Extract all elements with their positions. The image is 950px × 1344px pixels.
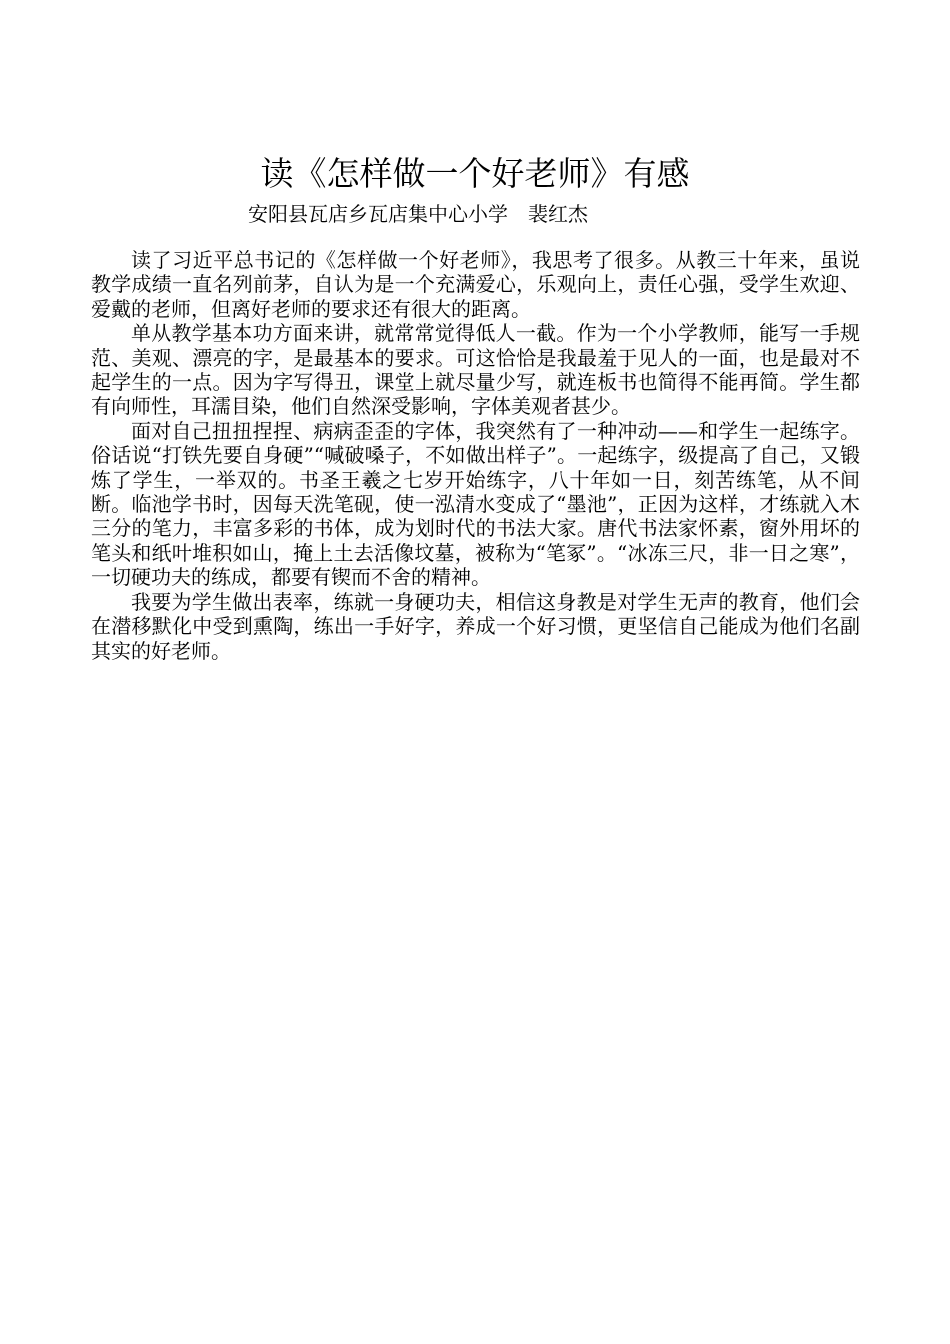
- byline: [248, 200, 588, 228]
- paragraph-2: 单从教学基本功方面来讲，就常常觉得低人一截。作为一个小学教师，能写一手规范、美观、漂亮的字，是最基本的要求。可这恰恰是我最羞于见人的一面，也是最对不起学生的一点。因为字写得丑，课堂上就尽量少写，就连板书也简得不能再简。学生都有向师性，耳濡目染，他们自然深受影响，字体美观者甚少。: [91, 321, 860, 419]
- paragraph-4: 我要为学生做出表率，练就一身硬功夫，相信这身教是对学生无声的教育，他们会在潜移默化中受到熏陶，练出一手好字，养成一个好习惯，更坚信自己能成为他们名副其实的好老师。: [91, 589, 860, 663]
- byline-school: 安阳县瓦店乡瓦店集中心小学: [248, 202, 508, 226]
- document-title: 读《怎样做一个好老师》有感: [260, 154, 690, 193]
- paragraph-3: 面对自己扭扭捏捏、病病歪歪的字体，我突然有了一种冲动——和学生一起练字。俗话说“打铁先要自身硬”“喊破嗓子，不如做出样子”。一起练字，级提高了自己，又锻炼了学生，一举双的。书圣王羲之七岁开始练字，八十年如一日，刻苦练笔，从不间断。临池学书时，因每天洗笔砚，使一泓清水变成了“墨池”，正因为这样，才练就入木三分的笔力，丰富多彩的书体，成为划时代的书法大家。唐代书法家怀素，窗外用坏的笔头和纸叶堆积如山，掩上土去活像坟墓，被称为“笔冢”。“冰冻三尺，非一日之寒”，一切硬功夫的练成，都要有锲而不舍的精神。: [91, 418, 860, 590]
- paragraph-1: 读了习近平总书记的《怎样做一个好老师》，我思考了很多。从教三十年来，虽说教学成绩一直名列前茅，自认为是一个充满爱心，乐观向上，责任心强，受学生欢迎、爱戴的老师，但离好老师的要求还有很大的距离。: [91, 248, 860, 321]
- article-body: [91, 248, 860, 663]
- byline-author: 裴红杰: [528, 202, 588, 226]
